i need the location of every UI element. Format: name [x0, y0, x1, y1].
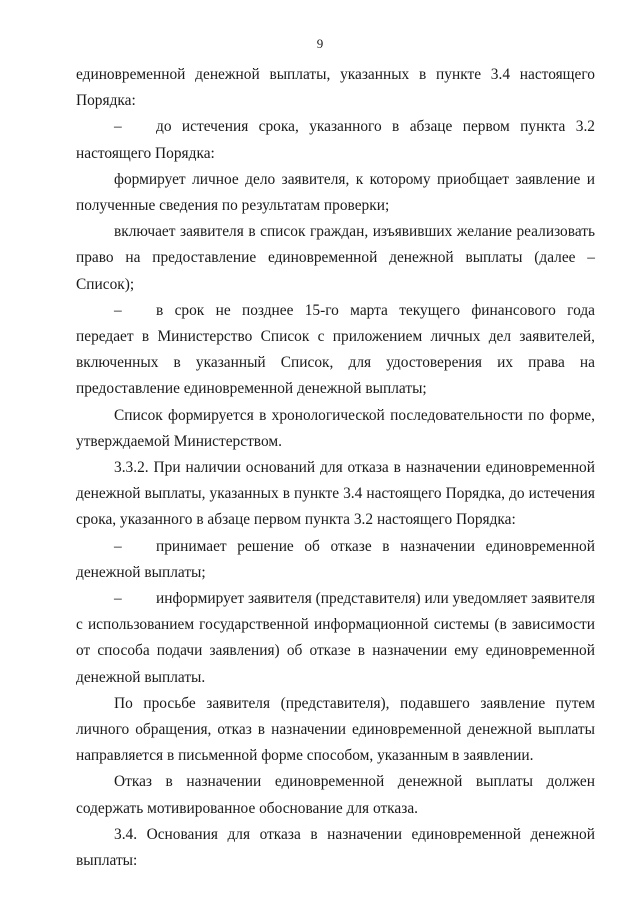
list-item-text: информирует заявителя (представителя) или уведомляет заявителя с использованием государственной информационной системы (в зависимости от способа подачи заявления) об отказе в назначении ему единовременной денежной выплаты. [76, 590, 595, 686]
paragraph: По просьбе заявителя (представителя), подавшего заявление путем личного обращения, отказ в назначении единовременной денежной выплаты направляется в письменной форме способом, указанным в заявлении. [76, 694, 595, 765]
paragraph: единовременной денежной выплаты, указанных в пункте 3.4 настоящего Порядка: [76, 66, 595, 110]
dash-marker: – [114, 118, 122, 136]
paragraph: Отказ в назначении единовременной денежной выплаты должен содержать мотивированное обоснование для отказа. [76, 773, 595, 817]
list-item [76, 586, 595, 691]
paragraph: Список формируется в хронологической последовательности по форме, утверждаемой Министерством. [76, 406, 595, 450]
document-body [76, 62, 595, 874]
dash-marker: – [114, 537, 122, 555]
paragraph: включает заявителя в список граждан, изъявивших желание реализовать право на предоставление единовременной денежной выплаты (далее – Список); [76, 223, 595, 293]
paragraph: 3.3.2. При наличии оснований для отказа в назначении единовременной денежной выплаты, указанных в пункте 3.4 настоящего Порядка, до истечения срока, указанного в абзаце первом пункта 3.2 настоящего Порядка: [76, 459, 595, 529]
paragraph: формирует личное дело заявителя, к которому приобщает заявление и полученные сведения по результатам проверки; [76, 170, 595, 215]
list-item-text: принимает решение об отказе в назначении единовременной денежной выплаты; [76, 537, 595, 581]
list-item [76, 534, 595, 586]
dash-marker: – [114, 590, 122, 608]
dash-marker: – [114, 301, 122, 319]
list-item-text: до истечения срока, указанного в абзаце первом пункта 3.2 настоящего Порядка: [76, 118, 595, 162]
list-item-text: в срок не позднее 15-го марта текущего финансового года передает в Министерство Список с приложением личных дел заявителей, включенных в указанный Список, для удостоверения их права на предоставление единовременной денежной выплаты; [76, 301, 595, 398]
paragraph: 3.4. Основания для отказа в назначении единовременной денежной выплаты: [76, 825, 595, 870]
list-item [76, 114, 595, 166]
page-number: 9 [316, 36, 324, 51]
list-item [76, 298, 595, 403]
